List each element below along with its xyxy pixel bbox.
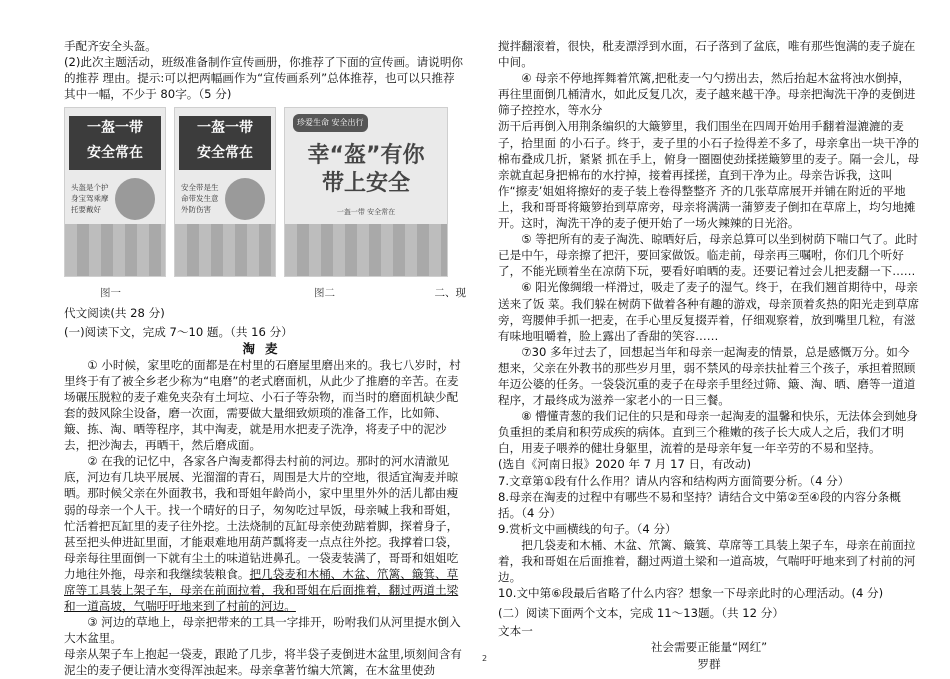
paragraph-3-continued: 母亲从架子车上抱起一袋麦，跟跄了几步，将半袋子麦倒进木盆里,顷刻间含有泥尘的麦子便让清水变得浑浊起来。母亲拿著竹编大笊篱，在木盆里使劲 <box>64 647 462 678</box>
poster-side-text: 头盔是个护身宝驾乘摩托要戴好 <box>71 183 109 215</box>
paragraph-3-end: 搅拌翻滚着，很快，秕麦漂浮到水面，石子落到了盆底，唯有那些饱满的麦子旋在中间。 <box>498 39 916 70</box>
paragraph-1: ① 小时候，家里吃的面都是在村里的石磨屋里磨出来的。我七八岁时，村里终于有了被全乡老少称为“电磨”的老式磨面机，从此少了推磨的辛苦。在麦场碾压脱粒的麦子难免夹杂有土坷垃、小石子等杂物，而当时的磨面机缺少配套的鼓风除尘设备，磨一次面，需要做大量细致烦琐的准备工作，比如筛、簸、拣、淘、晒等程序，其中淘麦，就是用水把麦子洗净，将麦子中的泥沙去，把沙淘去，再晒干，然后磨成面。 <box>64 357 461 453</box>
part-2-heading: (二）阅读下面两个文本，完成 11〜13题。（共 12 分） <box>498 606 784 621</box>
poster-headline-line: 安全常在 <box>87 145 143 162</box>
driver-illustration <box>225 178 265 220</box>
poster-slogan <box>285 142 447 198</box>
poster-headline-line: 一盔一带 <box>197 120 253 137</box>
city-buildings-illustration <box>285 224 447 276</box>
paragraph-5: ⑤ 等把所有的麦子淘洗、晾晒好后，母亲总算可以坐到树荫下喘口气了。此时已是中午，母亲擦了把汗，要回家做饭。临走前，母亲再三嘱咐，你们几个听好了，不能光顾着坐在凉荫下玩，要看好咱晒的麦。还要记着过会儿把麦翻一下…… <box>498 232 918 279</box>
poster-tag: 珍爱生命 安全出行 <box>293 114 368 132</box>
text-1-title: 社会需要正能量“网红” <box>650 640 768 655</box>
question-9-sentence: 把几袋麦和木桶、木盆、笊篱、簸箕、草席等工具装上架子车，母亲在前面拉着，我和哥姐在后面推着，翻过两道土梁和一道高坡，气喘吁吁地来到了村前的河边。 <box>498 537 916 585</box>
question-2: (2)此次主题活动，班级准备制作宣传画册，你推荐了下面的宣传画。请说明你的推荐 理由。提示:可以把两幅画作为“宣传画系列”总体推荐，也可以只推荐其中一幅，不少于 80字。（5 分) <box>64 55 464 102</box>
paragraph-3: ③ 河边的草地上，母亲把带来的工具一字排开，吩咐我们从河里提水倒入大木盆里。 <box>64 615 461 646</box>
section-heading-start: 二、现 <box>434 287 466 300</box>
poster-headline-line: 一盔一带 <box>87 120 143 137</box>
paragraph-8: ⑧ 懵懂青葱的我们记住的只是和母亲一起淘麦的温馨和快乐，无法体会到她身负重担的柔肩和积劳成疾的病体。直到三个稚嫩的孩子长大成人之后，我们才明白，用麦子喂养的健壮身躯里，流着的是母亲年复一年辛劳的不易和坚持。 <box>498 409 918 456</box>
question-10: 10.文中第⑥段最后省略了什么内容？想象一下母亲此时的心理活动。(4 分) <box>498 586 884 601</box>
poster-figure-3 <box>284 107 448 277</box>
question-8: 8.母亲在淘麦的过程中有哪些不易和坚持？请结合文中第②至④段的内容分条概括。（4 分） <box>498 489 901 520</box>
city-buildings-illustration <box>65 224 165 276</box>
figure-caption: 图二 <box>314 287 335 300</box>
paragraph-2-text: ② 在我的记忆中，各家各户淘麦都得去村前的河边。那时的河水清澈见底，河边有几块平展展、光溜溜的青石，周围是大片的空地，很适宜淘麦并晾晒。那时候父亲在外面教书，我和哥姐年龄尚小，家中里里外外的活儿都由瘦弱的母亲一个人干。找一个晴好的日子，匆匆吃过早饭，母亲喊上我和哥姐，忙活着把瓦缸里的麦子往外挖。土法烧制的瓦缸母亲使劲踮着脚，探着身子，甚至把头伸进缸里面，才能艰难地用葫芦瓢将麦一点点往外挖。我撑着口袋，母亲每往里面倒一下就有尘土的味道钻进鼻孔。一袋麦装满了，哥哥和姐姐吃力地往外拖，母亲和我继续装粮食。 <box>64 454 459 581</box>
question-9: 9.赏析文中画横线的句子。（4 分） <box>498 521 677 536</box>
poster-gallery <box>64 107 466 305</box>
article-title: 淘麦 <box>242 340 288 356</box>
poster-headline <box>179 116 271 170</box>
rider-illustration <box>115 178 155 220</box>
paragraph-7: ⑦30 多年过去了，回想起当年和母亲一起淘麦的情景，总是感慨万分。如今想来，父亲在外教书的那些岁月里，弱不禁风的母亲扶扯着三个孩子，承担着照顾年迈公婆的任务。一袋袋沉重的麦子在母亲手里经过筛、簸、淘、晒、磨等一道道程序，才最终成为滋养一家老小的一日三餐。 <box>498 344 916 408</box>
poster-figure-1 <box>64 107 166 277</box>
paragraph-4-continued: 沥干后再倒入用荆条编织的大簸箩里，我们围坐在四周开始用手翻着湿漉漉的麦子，拾里面 的小石子。终于，麦子里的小石子捡得差不多了，母亲拿出一块干净的棉布叠成几折，紧紧 抓在手上，俯身一圈圈使劲揉搓簸箩里的麦子。隔一会儿，母亲就直起身把棉布的水拧掉，接着再揉搓，直到干净为止。母亲告诉我，这叫作“擦麦’姐姐将擦好的麦子装上卷得整整齐 齐的几张草席展开并铺在附近的平地上，我和哥哥将簸箩抬到草席旁，母亲将满满一蒲箩麦子倒扣在草席上，均匀地摊开。这时，淘洗干净的麦子便开始了一场火辣辣的日光浴。 <box>498 119 920 231</box>
part-heading: (一)阅读下文，完成 7〜10 题。（共 16 分） <box>64 325 293 340</box>
question-7: 7.文章第①段有什么作用？请从内容和结构两方面简要分析。（4 分） <box>498 473 850 488</box>
poster-subline: 一盔一带 安全常在 <box>336 208 396 217</box>
poster-headline <box>69 116 161 170</box>
figure-captions <box>64 285 466 301</box>
poster-figure-2 <box>174 107 276 277</box>
paragraph-6: ⑥ 阳光像绸缎一样滑过，吸走了麦子的湿气。终于，在我们翘首期待中，母亲送来了饭 菜。我们躲在树荫下做着各种有趣的游戏，母亲顶着炙热的阳光走到草席旁，弯腰伸手抓一把麦，在手心里反复掇弄着，仔细观察着，放到嘴里几粒，有滋有味地咀嚼着，脸上露出了香甜的笑容…… <box>498 280 920 343</box>
left-column <box>64 38 466 679</box>
poster-side-text: 安全带是生命带发生意外防伤害 <box>181 183 219 215</box>
page-number: 2 <box>482 654 488 663</box>
poster-slogan-line: 幸“盔”有你 <box>307 143 425 169</box>
source-note: (选自《河南日报》2020 年 7 月 17 日，有改动) <box>498 457 752 472</box>
paragraph-4: ④ 母亲不停地挥舞着笊篱,把秕麦一勺勺捞出去，然后抬起木盆将浊水倒掉，再往里面倒几桶清水，如此反复几次，麦子越来越干净。母亲把淘洗干净的麦倒进筛子控控水，等水分 <box>498 71 916 118</box>
section-heading-rest: 代文阅读(共 28 分) <box>64 306 165 321</box>
right-column <box>498 38 920 672</box>
text-1-label: 文本一 <box>498 624 533 639</box>
figure-caption: 图一 <box>100 287 121 300</box>
underlined-sentence: 把几袋麦和木桶、木盆、笊篱、簸箕、草席等工具装上架子车，母亲在前面拉着，我和哥姐在后面推着，翻过两道土梁和一道高坡，气喘吁吁地来到了村前的河边。 <box>64 566 459 614</box>
poster-slogan-line: 带上安全 <box>321 171 410 197</box>
poster-headline-line: 安全常在 <box>197 145 253 162</box>
text-line: 手配齐安全头盔。 <box>64 39 157 53</box>
city-buildings-illustration <box>175 224 275 276</box>
text-1-author: 罗群 <box>697 656 721 671</box>
paragraph-2 <box>64 453 466 614</box>
